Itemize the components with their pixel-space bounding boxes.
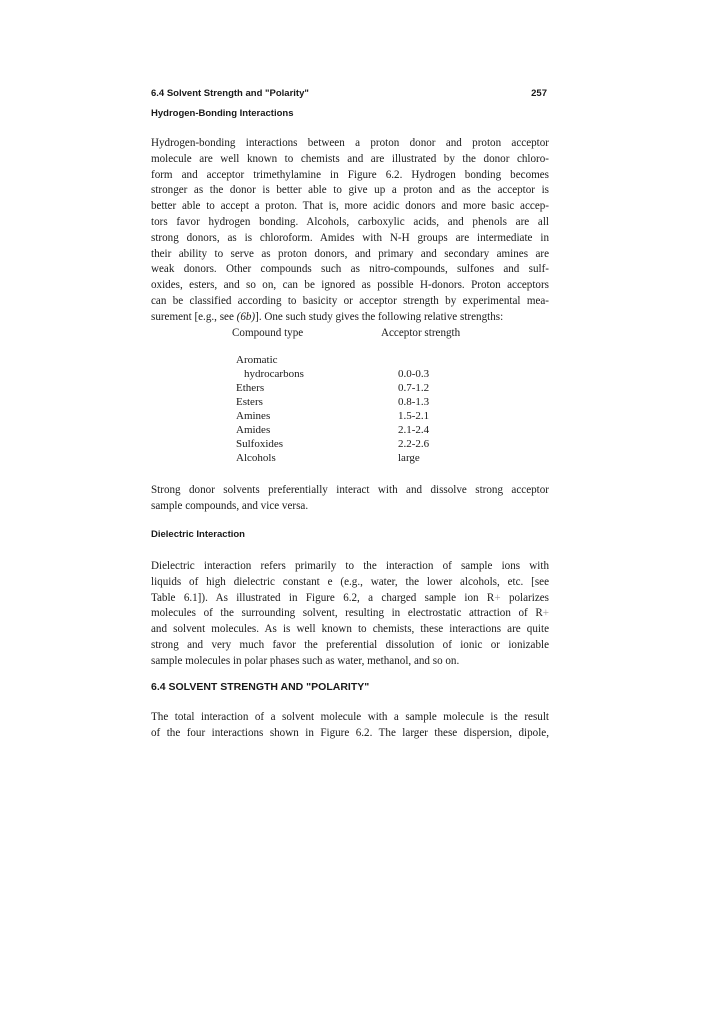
- text-line: sample molecules in polar phases such as water, methanol, and so on.: [151, 654, 460, 667]
- table-cell-compound: Aromatic: [236, 354, 278, 366]
- reference-citation: (6b): [236, 310, 256, 323]
- table-cell-strength: 2.2-2.6: [398, 438, 430, 450]
- table-cell-compound: Alcohols: [236, 452, 276, 464]
- text-run: molecules of the surrounding solvent, resulting in electrostatic attraction of R: [151, 607, 543, 620]
- text-line: sample compounds, and vice versa.: [151, 499, 309, 512]
- table-cell-strength: 1.5-2.1: [398, 410, 430, 422]
- text-line: form and acceptor trimethylamine in Figure 6.2. Hydrogen bonding becomes: [151, 168, 549, 181]
- text-run: polarizes: [500, 591, 549, 604]
- text-line: better able to accept a proton. That is, more acidic donors and more basic accep-: [151, 200, 549, 213]
- table-cell-compound: Amines: [236, 410, 271, 422]
- text-line: weak donors. Other compounds such as nitro-compounds, sulfones and sulf-: [151, 263, 549, 276]
- text-line: Dielectric interaction refers primarily to the interaction of sample ions with: [151, 560, 549, 572]
- text-run: Table 6.1]). As illustrated in Figure 6.2, a charged sample ion R: [151, 591, 495, 604]
- table-cell-strength: 0.7-1.2: [398, 382, 430, 394]
- subheading-hydrogen-bonding: Hydrogen-Bonding Interactions: [151, 108, 294, 119]
- subheading-dielectric: Dielectric Interaction: [151, 529, 245, 540]
- superscript-plus: +: [542, 607, 549, 620]
- text-line: strong donors, as is chloroform. Amides with N-H groups are intermediate in: [151, 231, 549, 244]
- text-line: [151, 310, 549, 326]
- paragraph-strong-donors: [151, 483, 549, 515]
- text-line: and solvent molecules. As is well known to chemists, these interactions are quite: [151, 623, 549, 636]
- text-line: liquids of high dielectric constant e (e.g., water, the lower alcohols, etc. [see: [151, 575, 549, 588]
- paragraph-hydrogen-bonding: [151, 136, 549, 326]
- section-heading: 6.4 SOLVENT STRENGTH AND "POLARITY": [151, 681, 370, 693]
- text-line: strong and very much favor the preferential dissolution of ionic or ionizable: [151, 638, 549, 651]
- text-run: surement [e.g., see: [151, 310, 237, 323]
- text-line: Strong donor solvents preferentially interact with and dissolve strong acceptor: [151, 484, 549, 496]
- text-run: ]. One such study gives the following relative strengths:: [255, 310, 504, 323]
- page-number: 257: [531, 88, 547, 99]
- table-cell-compound: hydrocarbons: [244, 368, 304, 380]
- text-line: can be classified according to basicity or acceptor strength by experimental mea-: [151, 294, 549, 307]
- text-line: Hydrogen-bonding interactions between a proton donor and proton acceptor: [151, 137, 549, 149]
- table-cell-strength: 2.1-2.4: [398, 424, 430, 436]
- table-cell-compound: Sulfoxides: [236, 438, 284, 450]
- text-line: stronger as the donor is better able to give up a proton and as the acceptor is: [151, 184, 549, 197]
- text-line: The total interaction of a solvent molecule with a sample molecule is the result: [151, 711, 549, 723]
- table-cell-compound: Amides: [236, 424, 271, 436]
- table-cell-strength: 0.8-1.3: [398, 396, 430, 408]
- superscript-plus: +: [494, 591, 501, 604]
- text-line: their ability to serve as proton donors, and primary and secondary amines are: [151, 247, 549, 260]
- table-cell-compound: Ethers: [236, 382, 265, 394]
- table-cell-compound: Esters: [236, 396, 263, 408]
- running-header-title: 6.4 Solvent Strength and "Polarity": [151, 88, 309, 99]
- running-header: [151, 87, 547, 101]
- text-line: molecule are well known to chemists and are illustrated by the donor chloro-: [151, 152, 549, 165]
- table-header-acceptor-strength: Acceptor strength: [381, 327, 461, 339]
- text-line: of the four interactions shown in Figure 6.2. The larger these dispersion, dipole,: [151, 726, 549, 739]
- paragraph-total-interaction: [151, 710, 549, 742]
- text-line: tors favor hydrogen bonding. Alcohols, carboxylic acids, and phenols are all: [151, 215, 549, 228]
- table-cell-strength: 0.0-0.3: [398, 368, 430, 380]
- text-line: oxides, esters, and so on, can be ignored as possible H-donors. Proton acceptors: [151, 279, 549, 292]
- text-line: [151, 591, 549, 607]
- paragraph-dielectric: [151, 559, 549, 670]
- table-cell-strength: large: [398, 452, 420, 464]
- table-header-compound-type: Compound type: [232, 327, 304, 339]
- text-line: [151, 606, 549, 622]
